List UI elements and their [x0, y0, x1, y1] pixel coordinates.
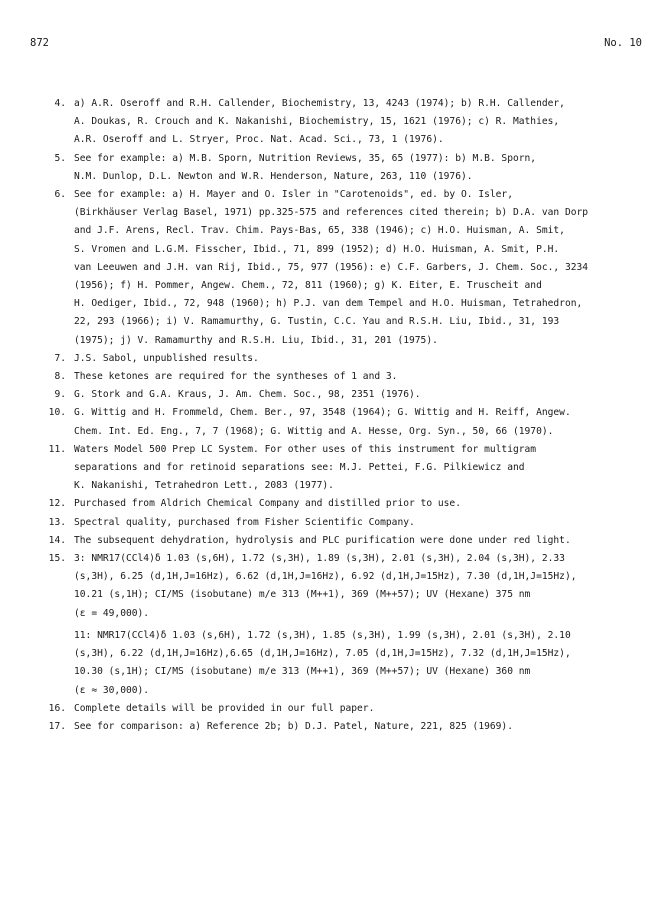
- reference-number: 11.: [48, 443, 66, 455]
- reference-line: Waters Model 500 Prep LC System. For other uses of this instrument for multigram: [74, 443, 537, 455]
- reference-line: separations and for retinoid separations see: M.J. Pettei, F.G. Pilkiewicz and: [74, 462, 525, 474]
- reference-number: 8.: [54, 371, 66, 383]
- reference-continuation: [74, 627, 646, 700]
- reference-line: See for example: a) H. Mayer and O. Isler in "Carotenoids", ed. by O. Isler,: [74, 189, 513, 201]
- reference-line: See for example: a) M.B. Sporn, Nutrition Reviews, 35, 65 (1977): b) M.B. Sporn,: [74, 152, 537, 164]
- reference-item: [46, 718, 646, 736]
- reference-list: [46, 95, 646, 736]
- reference-number: 10.: [48, 407, 66, 419]
- reference-number: 17.: [48, 720, 66, 732]
- reference-line: Purchased from Aldrich Chemical Company and distilled prior to use.: [74, 498, 461, 510]
- reference-line: J.S. Sabol, unpublished results.: [74, 352, 259, 364]
- reference-line: S. Vromen and L.G.M. Fisscher, Ibid., 71, 899 (1952); d) H.O. Huisman, A. Smit, P.H.: [74, 243, 560, 255]
- reference-line: a) A.R. Oseroff and R.H. Callender, Biochemistry, 13, 4243 (1974); b) R.H. Callender,: [74, 98, 565, 109]
- reference-number: 4.: [54, 98, 66, 109]
- reference-number: 9.: [54, 389, 66, 401]
- reference-line: (1956); f) H. Pommer, Angew. Chem., 72, 811 (1960); g) K. Eiter, E. Truscheit and: [74, 280, 542, 292]
- reference-number: 15.: [48, 553, 66, 565]
- reference-number: 6.: [54, 189, 66, 201]
- reference-line: K. Nakanishi, Tetrahedron Lett., 2083 (1977).: [74, 480, 334, 492]
- reference-line: 3: NMR17(CCl4)δ 1.03 (s,6H), 1.72 (s,3H), 1.89 (s,3H), 2.01 (s,3H), 2.04 (s,3H), 2.33: [74, 553, 565, 565]
- reference-item: [46, 532, 646, 550]
- reference-line: Complete details will be provided in our full paper.: [74, 702, 375, 714]
- reference-item: [46, 404, 646, 440]
- reference-line: (ε ≈ 30,000).: [74, 684, 150, 696]
- reference-line: (s,3H), 6.22 (d,1H,J=16Hz),6.65 (d,1H,J=16Hz), 7.05 (d,1H,J=15Hz), 7.32 (d,1H,J=15Hz),: [74, 648, 571, 660]
- reference-line: The subsequent dehydration, hydrolysis and PLC purification were done under red light.: [74, 534, 571, 546]
- reference-item: [46, 350, 646, 368]
- reference-number: 12.: [48, 498, 66, 510]
- reference-line: G. Wittig and H. Frommeld, Chem. Ber., 97, 3548 (1964); G. Wittig and H. Reiff, Angew.: [74, 407, 571, 419]
- reference-line: These ketones are required for the syntheses of 1 and 3.: [74, 371, 398, 383]
- reference-line: Chem. Int. Ed. Eng., 7, 7 (1968); G. Wittig and A. Hesse, Org. Syn., 50, 66 (1970).: [74, 425, 554, 437]
- reference-line: A. Doukas, R. Crouch and K. Nakanishi, Biochemistry, 15, 1621 (1976); c) R. Mathies,: [74, 116, 560, 128]
- reference-line: 11: NMR17(CCl4)δ 1.03 (s,6H), 1.72 (s,3H), 1.85 (s,3H), 1.99 (s,3H), 2.01 (s,3H), 2.10: [74, 629, 571, 641]
- reference-line: H. Oediger, Ibid., 72, 948 (1960); h) P.J. van dem Tempel and H.O. Huisman, Tetrahedron,: [74, 298, 583, 310]
- reference-line: 22, 293 (1966); i) V. Ramamurthy, G. Tustin, C.C. Yau and R.S.H. Liu, Ibid., 31, 193: [74, 316, 560, 328]
- reference-item: [46, 441, 646, 496]
- reference-line: van Leeuwen and J.H. van Rij, Ibid., 75, 977 (1956): e) C.F. Garbers, J. Chem. Soc., 3234: [74, 261, 589, 273]
- reference-line: (s,3H), 6.25 (d,1H,J=16Hz), 6.62 (d,1H,J=16Hz), 6.92 (d,1H,J=15Hz), 7.30 (d,1H,J=15Hz),: [74, 571, 577, 583]
- reference-item: [46, 368, 646, 386]
- reference-line: (Birkhäuser Verlag Basel, 1971) pp.325-575 and references cited therein; b) D.A. van Dorp: [74, 207, 589, 219]
- reference-item: [46, 514, 646, 532]
- reference-number: 14.: [48, 534, 66, 546]
- reference-item: [46, 495, 646, 513]
- reference-number: 16.: [48, 702, 66, 714]
- reference-item: [46, 550, 646, 700]
- reference-line: 10.21 (s,1H); CI/MS (isobutane) m/e 313 (M++1), 369 (M++57); UV (Hexane) 375 nm: [74, 589, 531, 601]
- reference-line: See for comparison: a) Reference 2b; b) D.J. Patel, Nature, 221, 825 (1969).: [74, 720, 513, 732]
- reference-item: [46, 150, 646, 186]
- reference-item: [46, 700, 646, 718]
- issue-number: No. 10: [604, 37, 642, 49]
- reference-number: 13.: [48, 516, 66, 528]
- page-number: 872: [30, 37, 49, 49]
- reference-line: N.M. Dunlop, D.L. Newton and W.R. Henderson, Nature, 263, 110 (1976).: [74, 170, 473, 182]
- reference-number: 7.: [54, 352, 66, 364]
- reference-number: 5.: [54, 152, 66, 164]
- reference-item: [46, 186, 646, 350]
- reference-line: and J.F. Arens, Recl. Trav. Chim. Pays-Bas, 65, 338 (1946); c) H.O. Huisman, A. Smit,: [74, 225, 565, 237]
- reference-line: G. Stork and G.A. Kraus, J. Am. Chem. Soc., 98, 2351 (1976).: [74, 389, 421, 401]
- reference-line: (1975); j) V. Ramamurthy and R.S.H. Liu, Ibid., 31, 201 (1975).: [74, 334, 438, 346]
- reference-line: A.R. Oseroff and L. Stryer, Proc. Nat. Acad. Sci., 73, 1 (1976).: [74, 134, 444, 146]
- reference-item: [46, 95, 646, 150]
- reference-line: Spectral quality, purchased from Fisher Scientific Company.: [74, 516, 415, 528]
- reference-line: (ε = 49,000).: [74, 607, 150, 619]
- reference-item: [46, 386, 646, 404]
- reference-line: 10.30 (s,1H); CI/MS (isobutane) m/e 313 (M++1), 369 (M++57); UV (Hexane) 360 nm: [74, 666, 531, 678]
